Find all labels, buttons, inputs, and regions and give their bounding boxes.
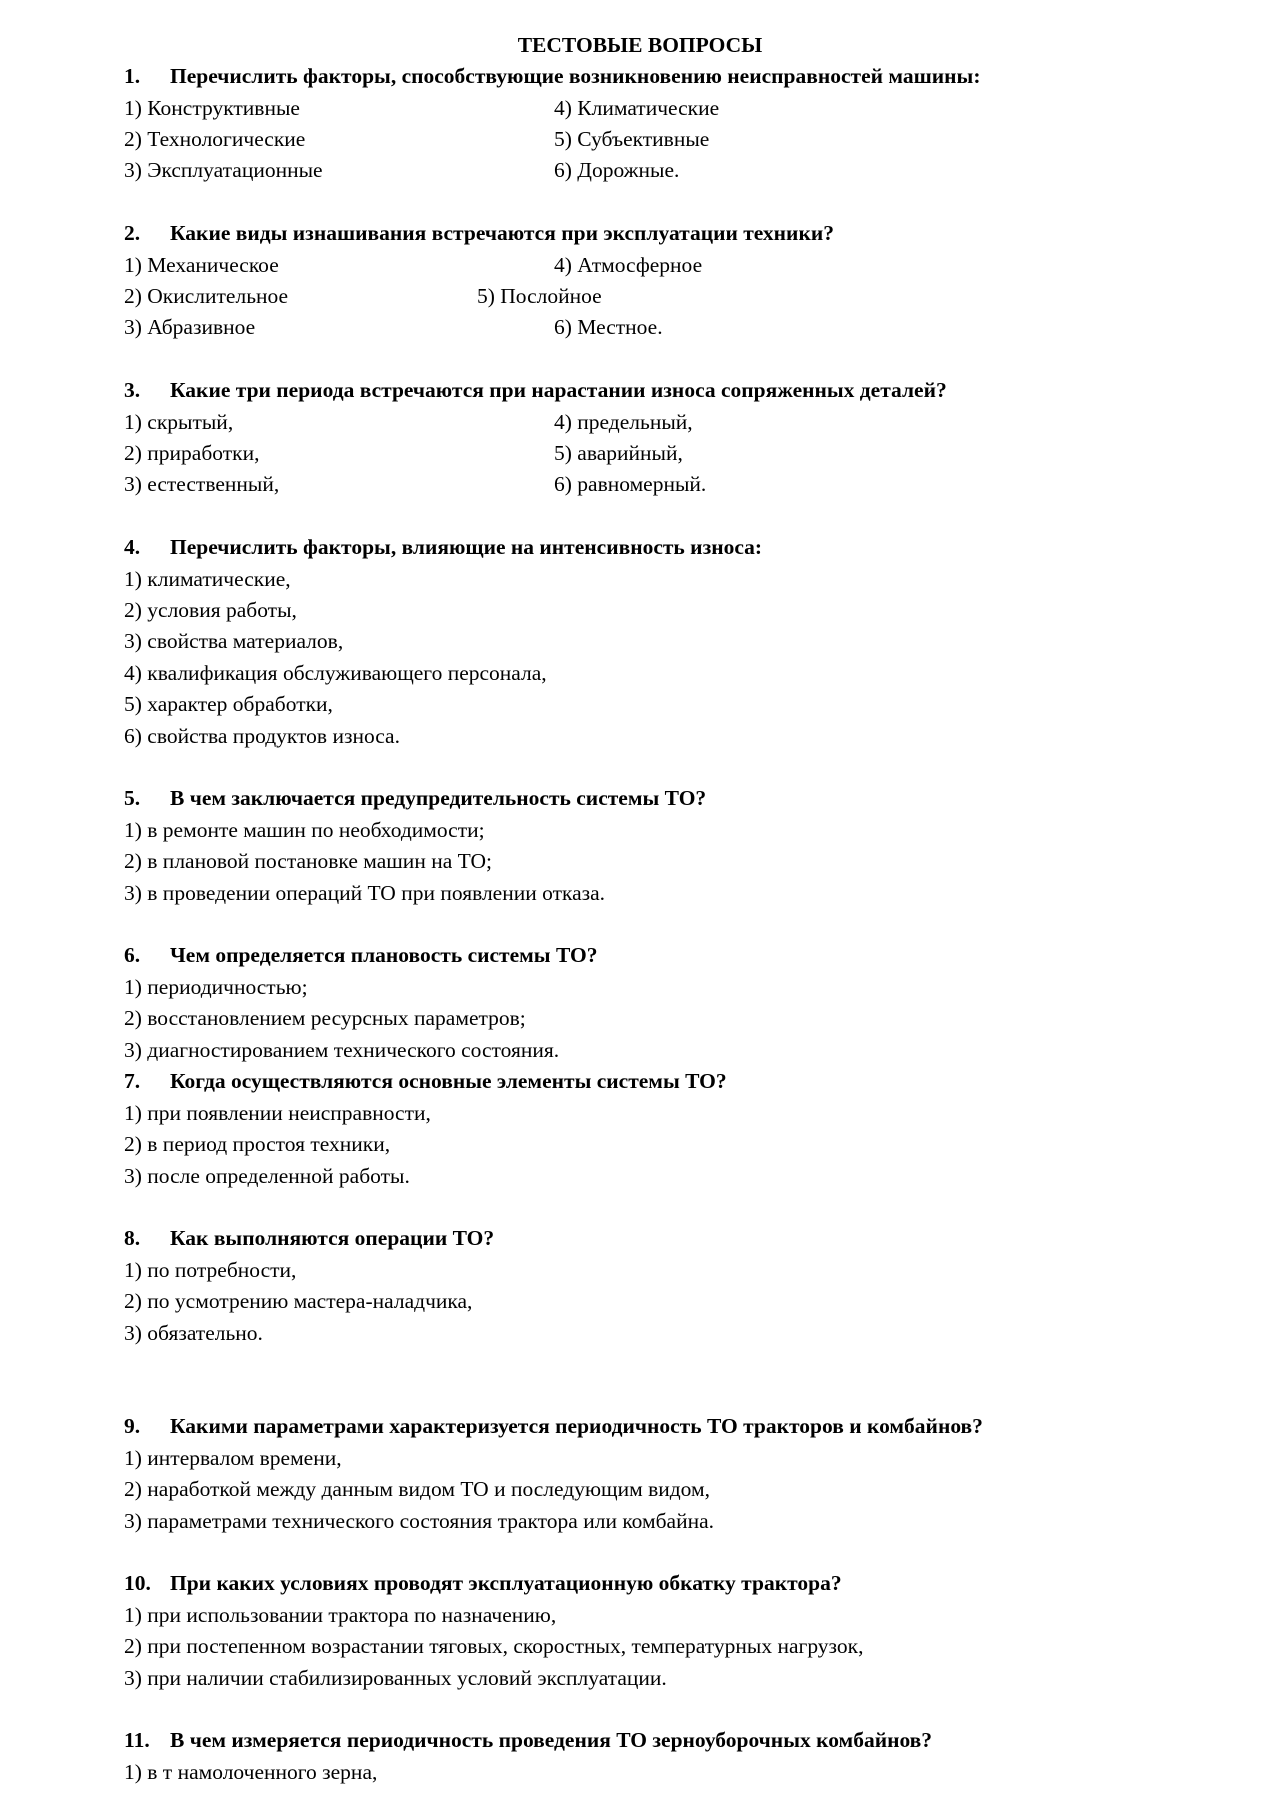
question-heading	[124, 783, 1244, 814]
question-text: В чем измеряется периодичность проведения ТО зерноуборочных комбайнов?	[170, 1728, 933, 1752]
answer-option: 3) Эксплуатационные	[124, 158, 323, 182]
question-heading	[124, 218, 1244, 249]
answer-option: 3) обязательно.	[124, 1321, 263, 1345]
question-heading	[124, 61, 1244, 92]
answer-option: 1) по потребности,	[124, 1258, 297, 1282]
question-text: Перечислить факторы, способствующие возникновению неисправностей машины:	[170, 64, 981, 88]
question-number: 3.	[124, 378, 141, 402]
answer-option: 5) аварийный,	[554, 441, 683, 465]
question-number: 6.	[124, 943, 141, 967]
answer-option: 2) условия работы,	[124, 598, 297, 622]
question-number: 11.	[124, 1728, 150, 1752]
question-text: Когда осуществляются основные элементы системы ТО?	[170, 1069, 727, 1093]
answer-option: 3) в проведении операций ТО при появлении отказа.	[124, 881, 606, 905]
question-text: Какие виды изнашивания встречаются при эксплуатации техники?	[170, 221, 834, 245]
question-heading	[124, 1066, 1244, 1097]
question-heading	[124, 1568, 1244, 1599]
question-number: 5.	[124, 786, 141, 810]
answer-option: 2) восстановлением ресурсных параметров;	[124, 1006, 526, 1030]
answer-option: 2) наработкой между данным видом ТО и последующим видом,	[124, 1477, 710, 1501]
answer-option: 4) предельный,	[554, 410, 693, 434]
answer-option: 1) в ремонте машин по необходимости;	[124, 818, 485, 842]
question-number: 4.	[124, 535, 141, 559]
answer-option: 2) приработки,	[124, 441, 260, 465]
answer-option: 3) диагностированием технического состояния.	[124, 1038, 560, 1062]
answer-option: 6) Местное.	[554, 315, 663, 339]
question-number: 1.	[124, 64, 141, 88]
answer-option: 2) в плановой постановке машин на ТО;	[124, 849, 492, 873]
question-heading	[124, 1223, 1244, 1254]
answer-option: 4) Климатические	[554, 96, 720, 120]
question-heading	[124, 940, 1244, 971]
answer-option: 3) при наличии стабилизированных условий эксплуатации.	[124, 1666, 667, 1690]
answer-option: 1) климатические,	[124, 567, 291, 591]
answer-option: 4) Атмосферное	[554, 253, 703, 277]
question-text: Чем определяется плановость системы ТО?	[170, 943, 598, 967]
page-title: ТЕСТОВЫЕ ВОПРОСЫ	[517, 33, 763, 57]
answer-option: 2) в период простоя техники,	[124, 1132, 391, 1156]
answer-option: 2) при постепенном возрастании тяговых, скоростных, температурных нагрузок,	[124, 1634, 864, 1658]
answer-option: 3) естественный,	[124, 472, 280, 496]
answer-option: 1) Механическое	[124, 253, 279, 277]
question-text: При каких условиях проводят эксплуатационную обкатку трактора?	[170, 1571, 842, 1595]
answer-option: 3) параметрами технического состояния трактора или комбайна.	[124, 1509, 715, 1533]
question-number: 7.	[124, 1069, 141, 1093]
answer-option: 5) Субъективные	[554, 127, 710, 151]
answer-option: 1) периодичностью;	[124, 975, 308, 999]
answer-option: 5) Послойное	[477, 284, 602, 308]
answer-option: 1) интервалом времени,	[124, 1446, 342, 1470]
answer-option: 3) после определенной работы.	[124, 1164, 410, 1188]
question-text: Какими параметрами характеризуется периодичность ТО тракторов и комбайнов?	[170, 1414, 983, 1438]
answer-option: 3) Абразивное	[124, 315, 256, 339]
answer-option: 6) свойства продуктов износа.	[124, 724, 400, 748]
answer-option: 2) Окислительное	[124, 284, 289, 308]
question-text: В чем заключается предупредительность системы ТО?	[170, 786, 707, 810]
question-text: Какие три периода встречаются при нарастании износа сопряженных деталей?	[170, 378, 947, 402]
answer-option: 2) Технологические	[124, 127, 306, 151]
question-number: 10.	[124, 1571, 151, 1595]
answer-option: 3) свойства материалов,	[124, 629, 344, 653]
answer-option: 5) характер обработки,	[124, 692, 333, 716]
question-number: 8.	[124, 1226, 141, 1250]
answer-option: 1) скрытый,	[124, 410, 234, 434]
question-number: 2.	[124, 221, 141, 245]
question-heading	[124, 375, 1244, 406]
answer-option: 1) в т намолоченного зерна,	[124, 1760, 378, 1784]
answer-option: 6) равномерный.	[554, 472, 707, 496]
question-heading	[124, 1411, 1244, 1442]
answer-option: 1) Конструктивные	[124, 96, 300, 120]
question-text: Перечислить факторы, влияющие на интенсивность износа:	[170, 535, 763, 559]
answer-option: 4) квалификация обслуживающего персонала,	[124, 661, 547, 685]
answer-option: 6) Дорожные.	[554, 158, 680, 182]
answer-option: 1) при использовании трактора по назначению,	[124, 1603, 557, 1627]
question-text: Как выполняются операции ТО?	[170, 1226, 495, 1250]
answer-option: 2) по усмотрению мастера-наладчика,	[124, 1289, 473, 1313]
question-heading	[124, 532, 1244, 563]
question-heading	[124, 1725, 1244, 1756]
answer-option: 1) при появлении неисправности,	[124, 1101, 431, 1125]
question-number: 9.	[124, 1414, 141, 1438]
